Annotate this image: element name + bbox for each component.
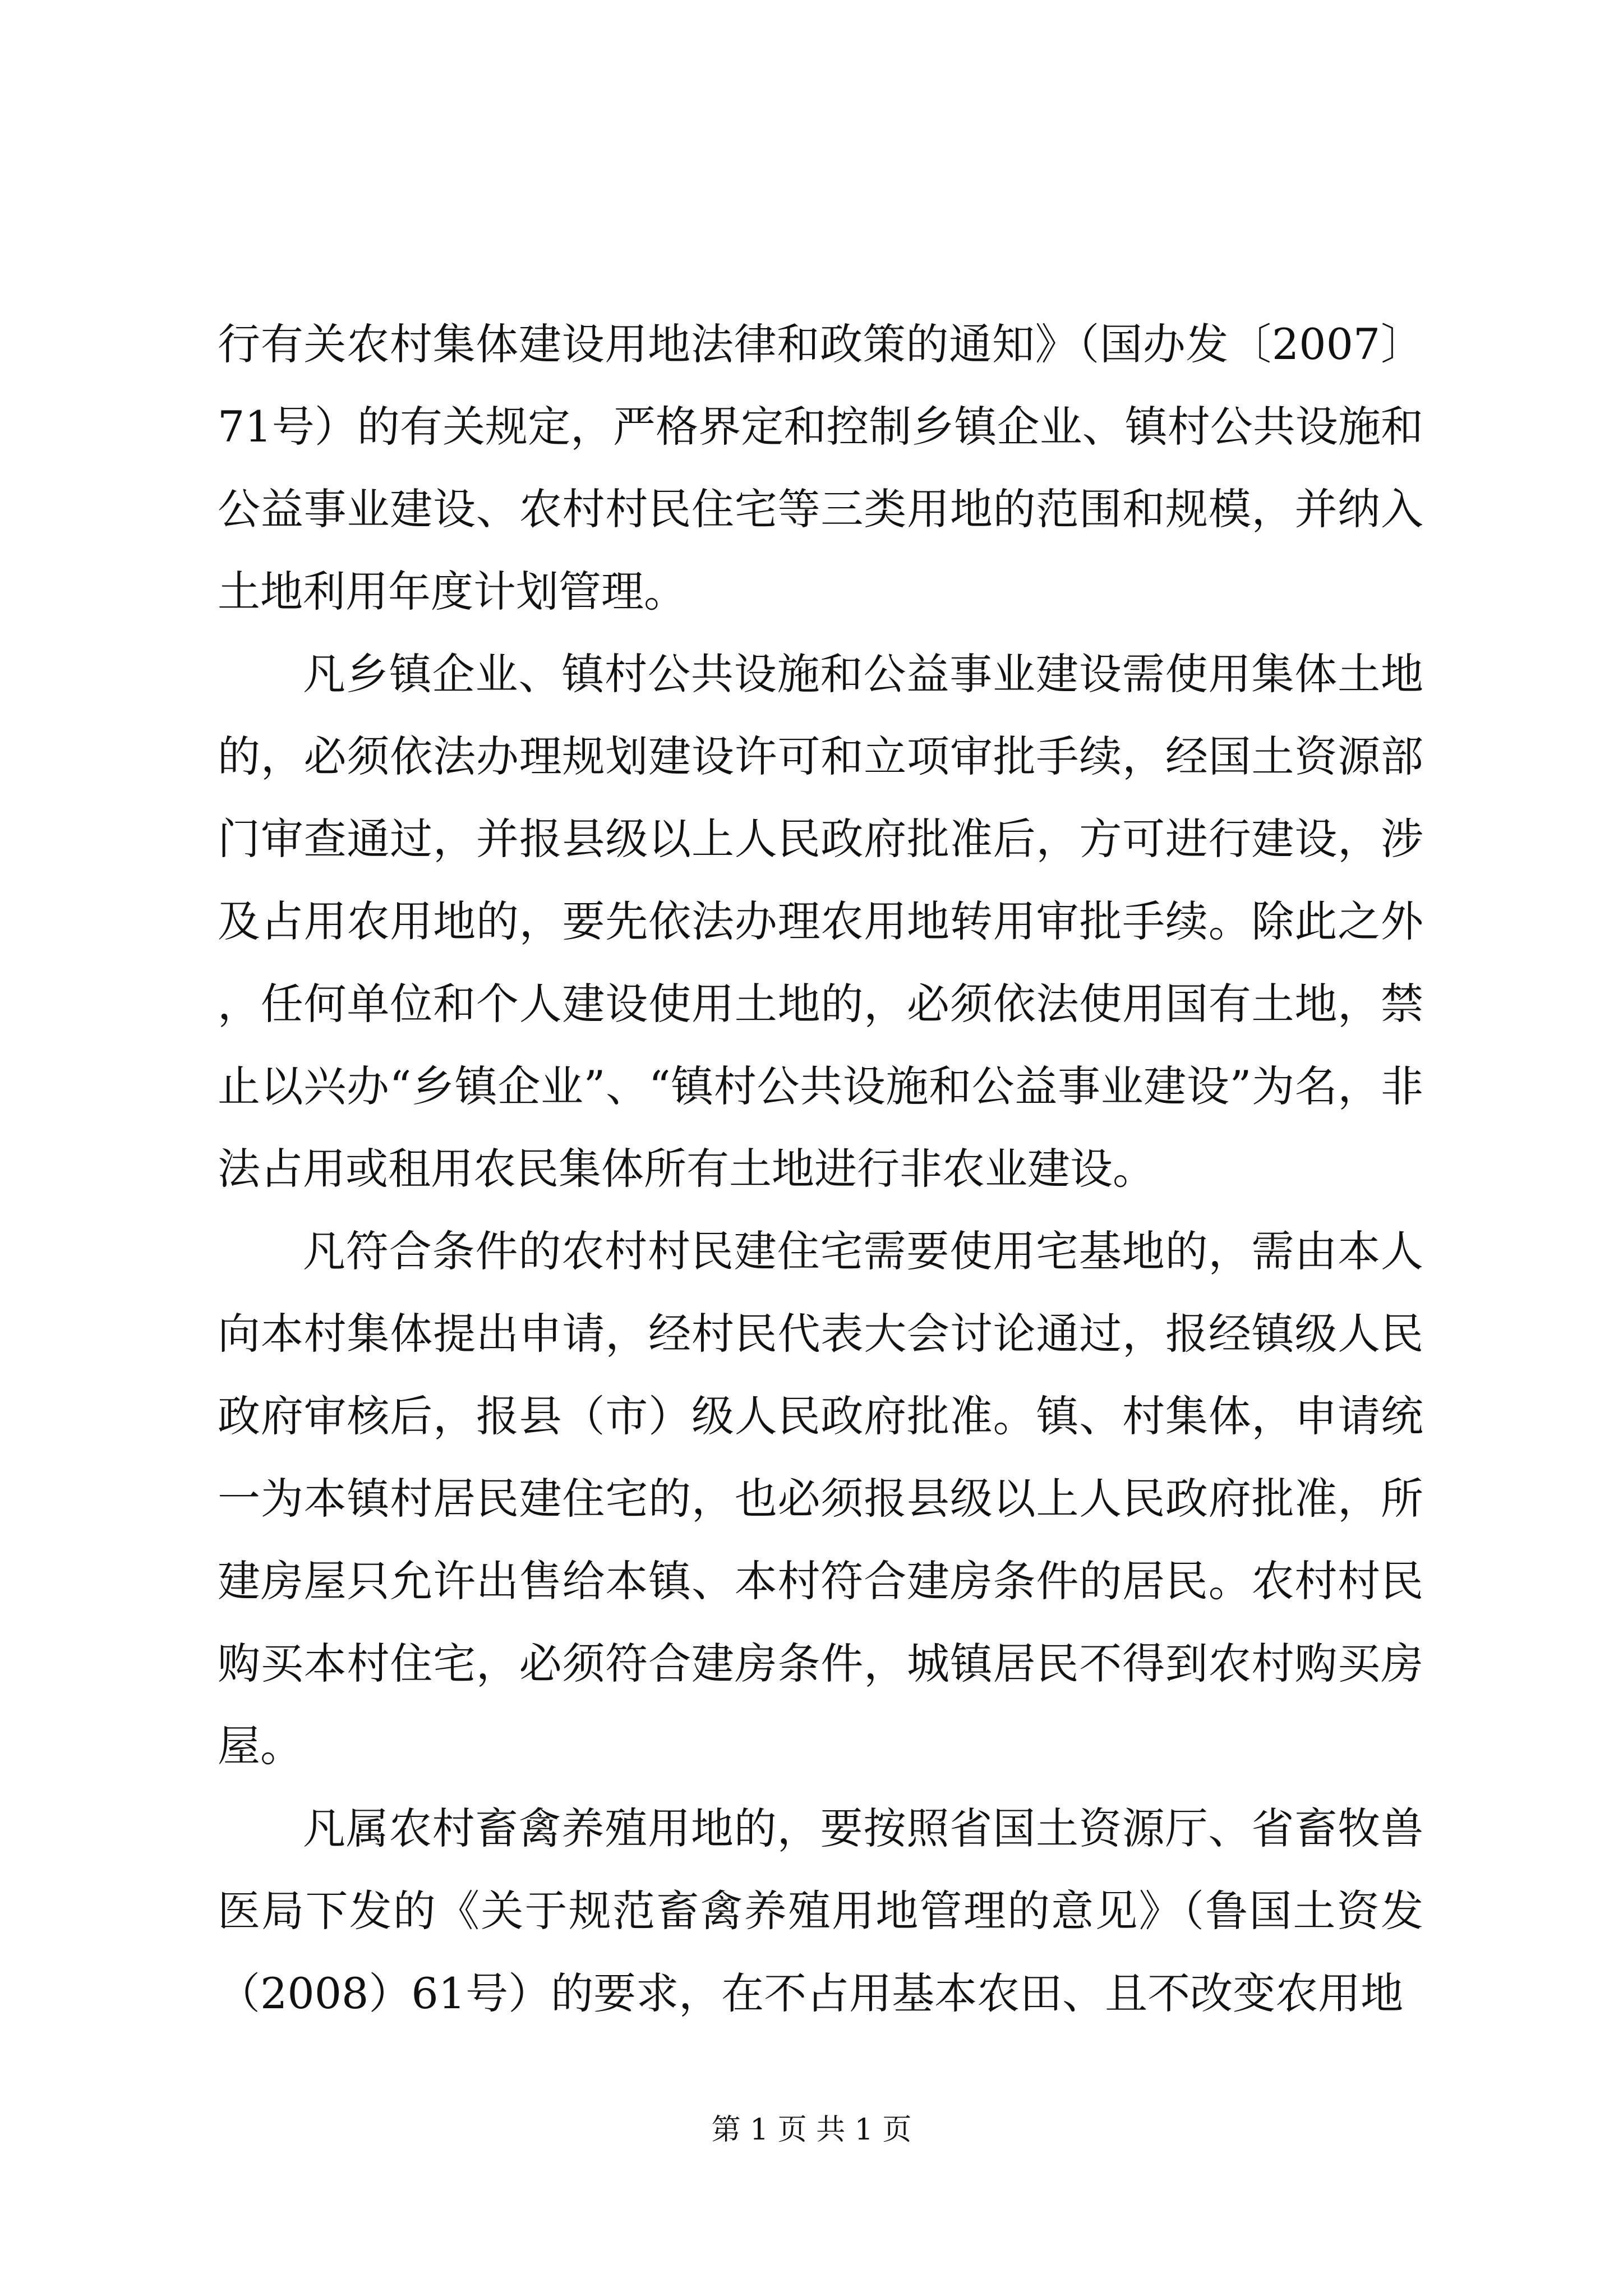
- page-footer: [0, 2112, 1623, 2148]
- paragraph-livestock-land: 凡属农村畜禽养殖用地的，要按照省国土资源厅、省畜牧兽医局下发的《关于规范畜禽养殖用地管理的意见》（鲁国土资发（2008）61号）的要求，在不占用基本农田、且不改变农用地: [218, 1803, 1423, 2018]
- paragraph-homestead-land: 凡符合条件的农村村民建住宅需要使用宅基地的，需由本人向本村集体提出申请，经村民代表大会讨论通过，报经镇级人民政府审核后，报县（市）级人民政府批准。镇、村集体，申请统一为本镇村居民建住宅的，也必须报县级以上人民政府批准，所建房屋只允许出售给本镇、本村符合建房条件的居民。农村村民购买本村住宅，必须符合建房条件，城镇居民不得到农村购买房屋。: [218, 1226, 1423, 1771]
- page-number-label: 第 1 页 共 1 页: [711, 2113, 912, 2147]
- document-body: [218, 303, 1423, 2035]
- paragraph-continuation: 行有关农村集体建设用地法律和政策的通知》（国办发〔2007〕71号）的有关规定，严格界定和控制乡镇企业、镇村公共设施和公益事业建设、农村村民住宅等三类用地的范围和规模，并纳入土地利用年度计划管理。: [218, 319, 1423, 616]
- paragraph-township-enterprise-land: 凡乡镇企业、镇村公共设施和公益事业建设需使用集体土地的，必须依法办理规划建设许可和立项审批手续，经国土资源部门审查通过，并报县级以上人民政府批准后，方可进行建设，涉及占用农用地的，要先依法办理农用地转用审批手续。除此之外，任何单位和个人建设使用土地的，必须依法使用国有土地，禁止以兴办“乡镇企业”、“镇村公共设施和公益事业建设”为名，非法占用或租用农民集体所有土地进行非农业建设。: [218, 649, 1423, 1194]
